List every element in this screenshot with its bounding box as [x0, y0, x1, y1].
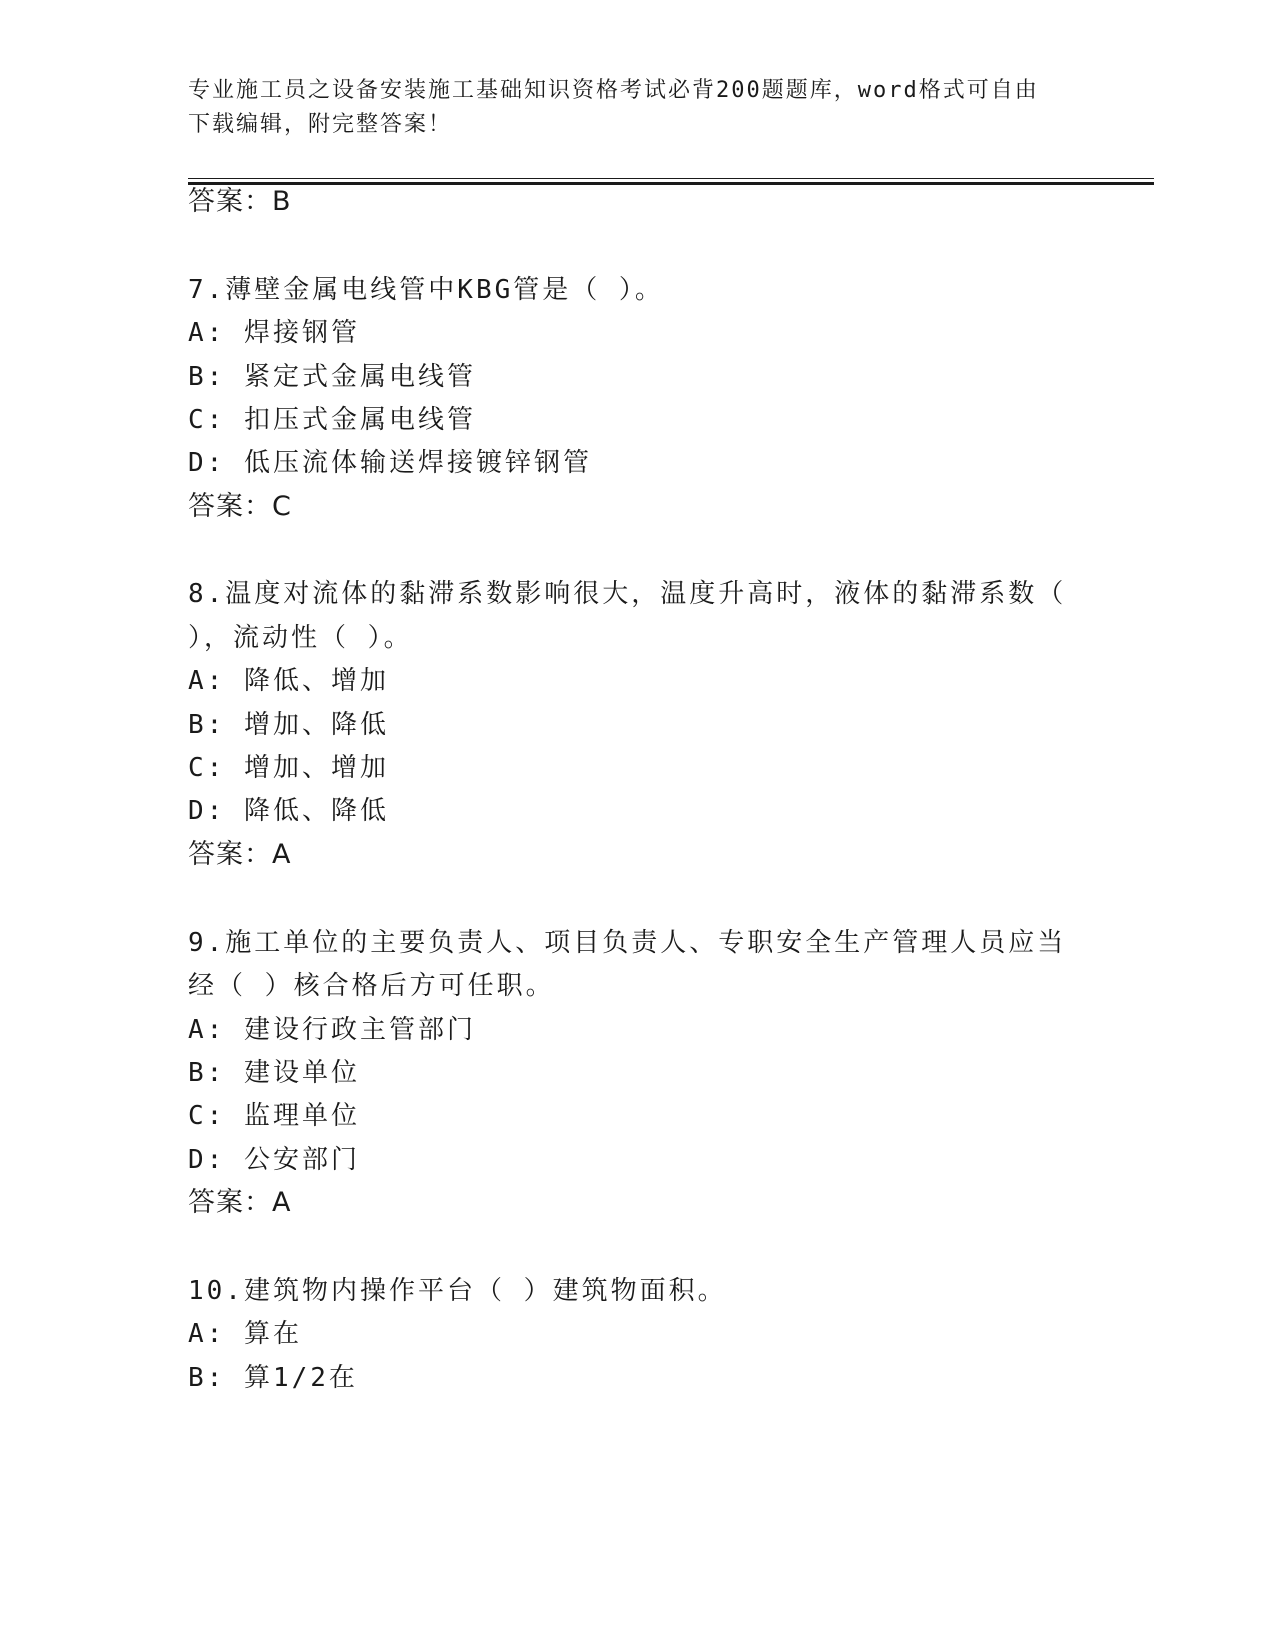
- question-7-option-a: A: 焊接钢管: [188, 318, 360, 348]
- question-8-stem-line-1: 8.温度对流体的黏滞系数影响很大，温度升高时，液体的黏滞系数（: [188, 579, 1067, 609]
- question-7-option-b: B: 紧定式金属电线管: [188, 362, 476, 392]
- question-9-option-d: D: 公安部门: [188, 1145, 360, 1175]
- question-8-option-c: C: 增加、增加: [188, 753, 389, 783]
- question-10-option-a: A: 算在: [188, 1319, 302, 1349]
- question-7-option-c: C: 扣压式金属电线管: [188, 405, 476, 435]
- question-7-option-d: D: 低压流体输送焊接镀锌钢管: [188, 448, 592, 478]
- question-7-stem: 7.薄壁金属电线管中KBG管是（ ）。: [188, 275, 664, 305]
- document-header: [188, 74, 1088, 142]
- question-8-option-a: A: 降低、增加: [188, 666, 389, 696]
- question-9-stem-line-2: 经（ ）核合格后方可任职。: [188, 971, 555, 1001]
- question-9-option-a: A: 建设行政主管部门: [188, 1015, 476, 1045]
- question-8-option-d: D: 降低、降低: [188, 796, 389, 826]
- question-9-option-b: B: 建设单位: [188, 1058, 360, 1088]
- question-10-stem: 10.建筑物内操作平台（ ）建筑物面积。: [188, 1276, 727, 1306]
- question-8-answer: 答案：A: [188, 839, 292, 870]
- question-9-option-c: C: 监理单位: [188, 1101, 360, 1131]
- question-9-answer: 答案：A: [188, 1187, 292, 1218]
- question-10-option-b: B: 算1/2在: [188, 1363, 358, 1393]
- question-8-stem-line-2: ），流动性（ ）。: [188, 623, 413, 653]
- question-8-option-b: B: 增加、降低: [188, 710, 389, 740]
- question-9-stem-line-1: 9.施工单位的主要负责人、项目负责人、专职安全生产管理人员应当: [188, 928, 1067, 958]
- header-divider-thick: [188, 182, 1154, 185]
- header-line-2: 下载编辑，附完整答案！: [188, 112, 453, 137]
- header-line-1: 专业施工员之设备安装施工基础知识资格考试必背200题题库，word格式可自由: [188, 78, 1039, 103]
- previous-answer: 答案：B: [188, 186, 292, 217]
- header-divider-thin: [188, 178, 1154, 179]
- question-7-answer: 答案：C: [188, 491, 292, 522]
